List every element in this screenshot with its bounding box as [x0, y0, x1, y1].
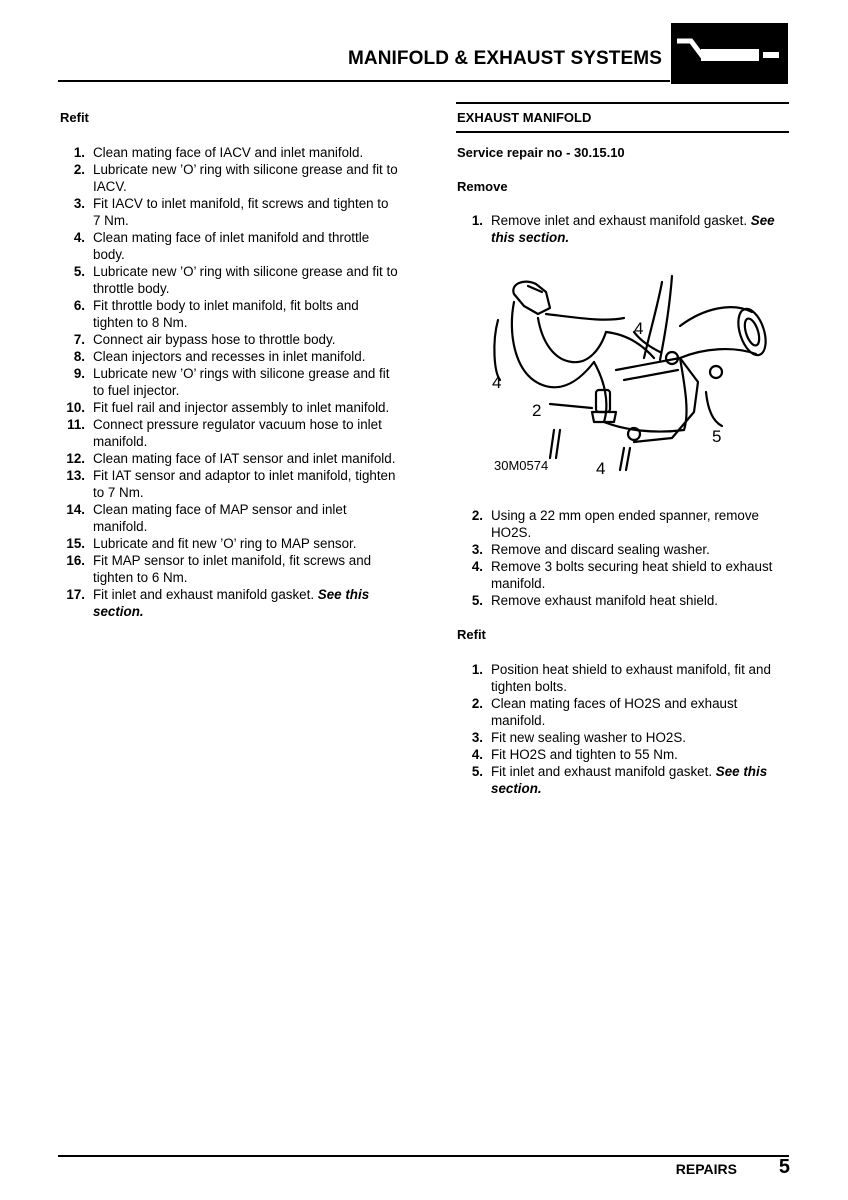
callout-4-top: 4: [634, 319, 644, 338]
list-item: 6. Fit throttle body to inlet manifold, fit bolts and tighten to 8 Nm.: [73, 298, 359, 330]
list-item: 2. Clean mating faces of HO2S and exhaust manifold.: [471, 696, 738, 728]
section-title: EXHAUST MANIFOLD: [457, 110, 592, 125]
list-item: 7. Connect air bypass hose to throttle body.: [73, 332, 336, 347]
section-reference-link[interactable]: See this section.: [491, 213, 775, 245]
remove-steps: [457, 507, 791, 609]
header-rule: [58, 80, 670, 82]
page-title: MANIFOLD & EXHAUST SYSTEMS: [347, 48, 662, 69]
list-item: 15. Lubricate and fit new ’O’ ring to MAP sensor.: [66, 536, 357, 551]
list-item: 4. Fit HO2S and tighten to 55 Nm.: [471, 747, 678, 762]
remove-heading: Remove: [457, 179, 508, 194]
list-item: 10. Fit fuel rail and injector assembly to inlet manifold.: [66, 400, 390, 415]
remove-steps-first: [457, 212, 791, 246]
left-refit-steps: [59, 144, 399, 620]
list-item: 5. Fit inlet and exhaust manifold gasket. See this section.: [471, 764, 768, 796]
callout-2: 2: [532, 401, 542, 420]
right-refit-heading: Refit: [457, 627, 486, 642]
list-item: 11. Connect pressure regulator vacuum hose to inlet manifold.: [67, 417, 382, 449]
figure-code: 30M0574: [494, 458, 549, 473]
list-item: 3. Fit new sealing washer to HO2S.: [471, 730, 686, 745]
section-title-bottom-rule: [456, 131, 789, 133]
left-refit-heading: Refit: [60, 110, 89, 125]
callout-4-left: 4: [492, 373, 502, 392]
list-item: 13. Fit IAT sensor and adaptor to inlet manifold, tighten to 7 Nm.: [66, 468, 396, 500]
right-refit-steps: [457, 661, 791, 797]
section-title-top-rule: [456, 102, 789, 104]
list-item: 2. Lubricate new ’O’ ring with silicone grease and fit to IACV.: [73, 162, 398, 194]
list-item: 14. Clean mating face of MAP sensor and inlet manifold.: [66, 502, 347, 534]
list-item: 8. Clean injectors and recesses in inlet manifold.: [73, 349, 366, 364]
list-item: 9. Lubricate new ’O’ rings with silicone grease and fit to fuel injector.: [73, 366, 390, 398]
list-item: 5. Remove exhaust manifold heat shield.: [471, 593, 719, 608]
footer-section-label: REPAIRS: [675, 1161, 737, 1177]
list-item: 1. Position heat shield to exhaust manifold, fit and tighten bolts.: [471, 662, 771, 694]
list-item: 1. Clean mating face of IACV and inlet manifold.: [73, 145, 364, 160]
page-number: 5: [778, 1156, 790, 1178]
footer-rule: [58, 1155, 789, 1157]
list-item: 16. Fit MAP sensor to inlet manifold, fit screws and tighten to 6 Nm.: [66, 553, 372, 585]
service-repair-number: Service repair no - 30.15.10: [457, 145, 625, 160]
callout-5: 5: [712, 427, 722, 446]
list-item: 1. Remove inlet and exhaust manifold gasket. See this section.: [471, 213, 775, 245]
list-item: 4. Remove 3 bolts securing heat shield to exhaust manifold.: [471, 559, 773, 591]
section-reference-link[interactable]: See this section.: [491, 764, 768, 796]
list-item: 5. Lubricate new ’O’ ring with silicone grease and fit to throttle body.: [73, 264, 398, 296]
list-item: 17. Fit inlet and exhaust manifold gasket. See this section.: [66, 587, 370, 619]
list-item: 4. Clean mating face of inlet manifold and throttle body.: [73, 230, 370, 262]
exhaust-manifold-diagram: [484, 262, 776, 486]
list-item: 3. Fit IACV to inlet manifold, fit screws and tighten to 7 Nm.: [73, 196, 389, 228]
list-item: 12. Clean mating face of IAT sensor and inlet manifold.: [66, 451, 396, 466]
callout-4-bottom: 4: [596, 459, 606, 478]
exhaust-manifold-section-icon: [671, 23, 788, 84]
list-item: 2. Using a 22 mm open ended spanner, remove HO2S.: [471, 508, 759, 540]
list-item: 3. Remove and discard sealing washer.: [471, 542, 710, 557]
section-reference-link[interactable]: See this section.: [93, 587, 370, 619]
